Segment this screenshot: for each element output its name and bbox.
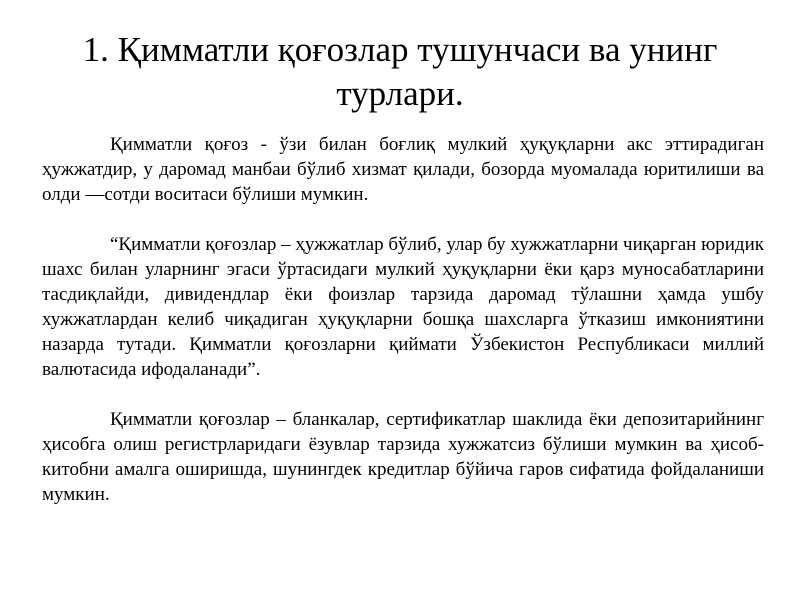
- slide-title: 1. Қимматли қоғозлар тушунчаси ва унинг турлари.: [82, 30, 718, 113]
- slide-body: [42, 132, 764, 507]
- paragraph-forms: Қимматли қоғозлар – бланкалар, сертификатлар шаклида ёки депозитарийнинг ҳисобга олиш регистрларидаги ёзувлар тарзида хужжатсиз бўлиши мумкин ва ҳисоб-китобни амалга оширишда, шунингдек кредитлар бўйича гаров сифатида фойдаланиши мумкин.: [42, 409, 764, 505]
- paragraph-legal-quote: “Қимматли қоғозлар – ҳужжатлар бўлиб, улар бу хужжатларни чиқарган юридик шахс билан уларнинг эгаси ўртасидаги мулкий ҳуқуқларни ёки қарз муносабатларини тасдиқлайди, дивидендлар ёки фоизлар тарзида даромад тўлашни ҳамда ушбу хужжатлардан келиб чиқадиган ҳуқуқларни бошқа шахсларга ўтказиш имкониятини назарда тутади. Қимматли қоғозларни қиймати Ўзбекистон Республикаси миллий валютасида ифодаланади”.: [42, 234, 764, 380]
- paragraph-definition: Қимматли қоғоз - ўзи билан боғлиқ мулкий ҳуқуқларни акс эттирадиган ҳужжатдир, у даромад манбаи бўлиб хизмат қилади, бозорда муомалада юритилиши ва олди —сотди воситаси бўлиши мумкин.: [42, 134, 764, 205]
